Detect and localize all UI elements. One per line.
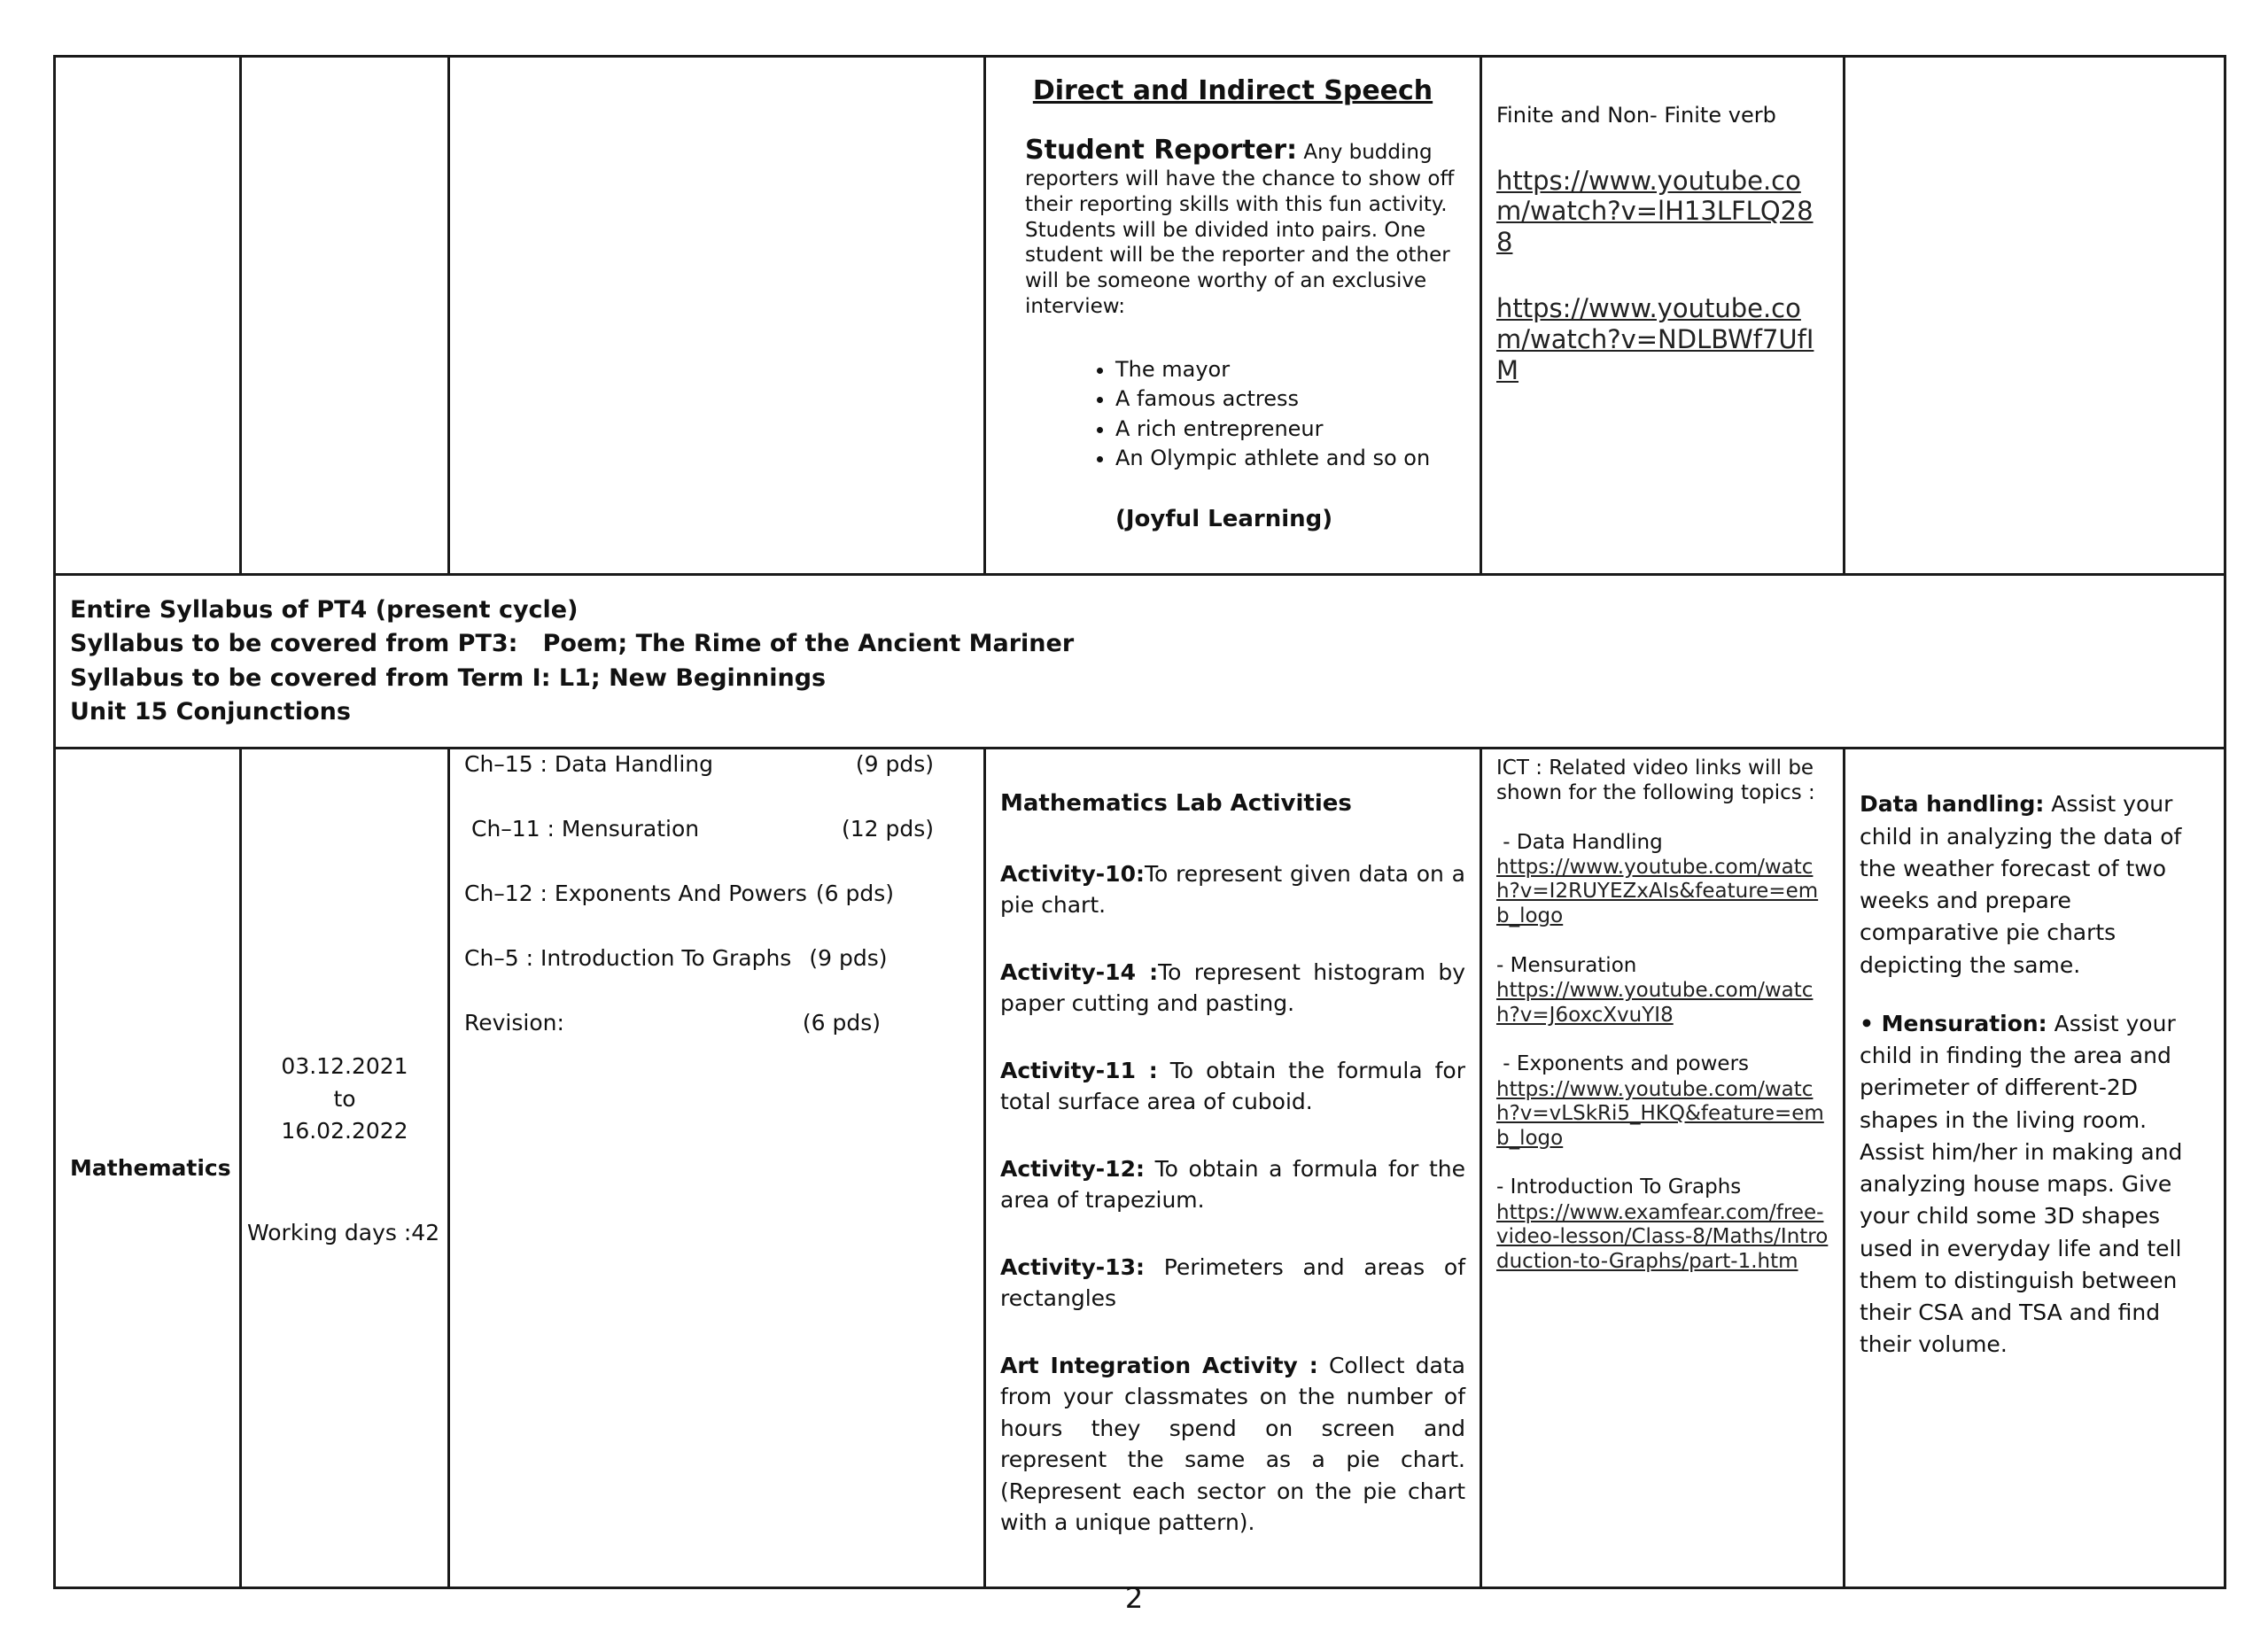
- subject-cell: Mathematics: [55, 749, 241, 1587]
- chapter-periods: (6 pds): [802, 1010, 881, 1036]
- resources-title: Finite and Non- Finite verb: [1496, 103, 1776, 128]
- activity-item: [1000, 1153, 1465, 1216]
- summary-line: Syllabus to be covered from Term I: L1; New Beginnings: [70, 663, 827, 692]
- parent-tip-text: Assist your child in finding the area and perimeter of different-2D shapes in the living room. Assist him/her in making and analyzing house maps. Give your child some 3D shapes used in everyday life and tell them to distinguish between their CSA and TSA and find their volume.: [1860, 1010, 2183, 1358]
- chapter-periods: (12 pds): [841, 816, 934, 842]
- ict-topic: - Exponents and powers: [1496, 1052, 1750, 1076]
- ict-cell: [1481, 749, 1845, 1587]
- chapter-name: Ch–11 : Mensuration: [471, 816, 700, 842]
- mathematics-row: [55, 749, 2225, 1587]
- activity-item: [1000, 1252, 1465, 1315]
- activity-text: To represent histogram by paper cutting and pasting.: [1000, 958, 1465, 1017]
- video-link[interactable]: https://www.youtube.com/watch?v=lH13LFLQ288: [1496, 165, 1814, 258]
- parent-tip: [1860, 788, 2210, 981]
- activity-cell: [985, 57, 1481, 575]
- subject-cell-empty: [55, 57, 241, 575]
- chapter-row: [464, 749, 969, 779]
- working-days: Working days :42: [247, 1220, 440, 1246]
- list-item: • The mayor: [1115, 355, 1465, 385]
- date-range: [247, 1051, 442, 1147]
- chapter-name: Ch–15 : Data Handling: [464, 751, 714, 778]
- activity-text: Collect data from your classmates on the number of hours they spend on screen and represent the same as a pie chart.(Represent each sector on the pie chart with a unique pattern).: [1000, 1352, 1465, 1536]
- chapter-periods: (9 pds): [809, 945, 888, 972]
- resources-cell: [1481, 57, 1845, 575]
- reporter-paragraph: [1025, 134, 1465, 320]
- ict-item: [1496, 1051, 1829, 1151]
- activity-label: Activity-11 :: [1000, 1057, 1158, 1083]
- ict-intro: ICT : Related video links will be shown for the following topics :: [1496, 756, 1815, 804]
- page-number: 2: [1124, 1581, 1144, 1615]
- ict-topic: - Data Handling: [1496, 830, 1663, 854]
- video-link[interactable]: https://www.examfear.com/free-video-lesson/Class-8/Maths/Introduction-to-Graphs/part-1.htm: [1496, 1200, 1829, 1273]
- chapter-periods: (6 pds): [815, 881, 895, 907]
- chapter-row: [464, 1008, 969, 1037]
- lab-heading: Mathematics Lab Activities: [1000, 790, 1352, 818]
- reporter-heading: Student Reporter: [1025, 134, 1287, 166]
- lesson-plan-table: [53, 55, 2226, 1589]
- activity-text: To represent given data on a pie chart.: [1000, 860, 1465, 919]
- interviewee-list: [1000, 355, 1465, 474]
- list-item: • An Olympic athlete and so on: [1115, 444, 1465, 474]
- dates-cell-empty: [241, 57, 449, 575]
- ict-topic: - Introduction To Graphs: [1496, 1175, 1742, 1199]
- video-link[interactable]: https://www.youtube.com/watch?v=NDLBWf7UfIM: [1496, 293, 1814, 385]
- parent-tip-text: Assist your child in analyzing the data of the weather forecast of two weeks and prepare comparative pie charts depicting the same.: [1860, 791, 2182, 978]
- activity-text: Perimeters and areas of rectangles: [1000, 1253, 1465, 1312]
- reporter-text: Any budding reporters will have the chance to show off their reporting skills with this fun activity. Students will be divided into pairs. One student will be the reporter and the other will be someone worthy of an exclusive interview:: [1025, 140, 1455, 318]
- chapter-row: [464, 943, 969, 973]
- ict-item: [1496, 829, 1829, 929]
- summary-line: Unit 15 Conjunctions: [70, 697, 351, 725]
- video-link[interactable]: https://www.youtube.com/watch?v=J6oxcXvuYI8: [1496, 979, 1814, 1027]
- syllabus-summary-row: [55, 575, 2225, 749]
- summary-line: Entire Syllabus of PT4 (present cycle): [70, 596, 579, 624]
- ict-item: [1496, 952, 1829, 1028]
- date-to-word: to: [333, 1085, 356, 1112]
- chapter-row: [464, 879, 969, 908]
- parent-tip: [1860, 1008, 2210, 1362]
- activity-text: To obtain a formula for the area of trapezium.: [1000, 1155, 1465, 1214]
- activity-label: Activity-14 :: [1000, 958, 1159, 985]
- video-link[interactable]: https://www.youtube.com/watch?v=vLSkRi5_HKQ&feature=emb_logo: [1496, 1077, 1824, 1150]
- syllabus-cell-empty: [449, 57, 985, 575]
- date-from: 03.12.2021: [281, 1053, 408, 1080]
- ict-topic: - Mensuration: [1496, 953, 1637, 977]
- activity-label: Art Integration Activity :: [1000, 1352, 1318, 1378]
- chapter-periods: (9 pds): [855, 751, 934, 778]
- date-to: 16.02.2022: [281, 1117, 408, 1144]
- summary-line: Syllabus to be covered from PT3: Poem; The Rime of the Ancient Mariner: [70, 630, 1075, 658]
- activity-label: Activity-10:: [1000, 860, 1145, 887]
- chapter-name: Ch–12 : Exponents And Powers: [464, 881, 807, 907]
- activity-label: Activity-12:: [1000, 1155, 1145, 1182]
- chapters-cell: [449, 749, 985, 1587]
- parent-tip-label: • Mensuration:: [1860, 1010, 2047, 1036]
- activity-label: Activity-13:: [1000, 1253, 1145, 1280]
- reporter-colon: :: [1286, 134, 1298, 166]
- activity-item: [1000, 957, 1465, 1020]
- parent-cell-empty: [1845, 57, 2225, 575]
- syllabus-summary-cell: [55, 575, 2225, 749]
- video-link[interactable]: https://www.youtube.com/watch?v=I2RUYEZxAIs&feature=emb_logo: [1496, 855, 1819, 928]
- lab-activities-cell: [985, 749, 1481, 1587]
- activity-item: [1000, 1055, 1465, 1118]
- chapter-name: Ch–5 : Introduction To Graphs: [464, 945, 792, 972]
- parent-tip-label: Data handling:: [1860, 791, 2045, 818]
- dates-cell: [241, 749, 449, 1587]
- chapter-row: [464, 814, 969, 843]
- list-item: • A famous actress: [1115, 384, 1465, 415]
- activity-title: Direct and Indirect Speech: [1032, 75, 1433, 106]
- english-row: [55, 57, 2225, 575]
- activity-item: [1000, 1350, 1465, 1539]
- ict-item: [1496, 1174, 1829, 1274]
- activity-item: [1000, 858, 1465, 921]
- joyful-learning-label: (Joyful Learning): [1115, 505, 1333, 532]
- activity-text: To obtain the formula for total surface area of cuboid.: [1000, 1057, 1465, 1115]
- chapter-name: Revision:: [464, 1010, 564, 1036]
- list-item: • A rich entrepreneur: [1115, 415, 1465, 445]
- parent-involvement-cell: [1845, 749, 2225, 1587]
